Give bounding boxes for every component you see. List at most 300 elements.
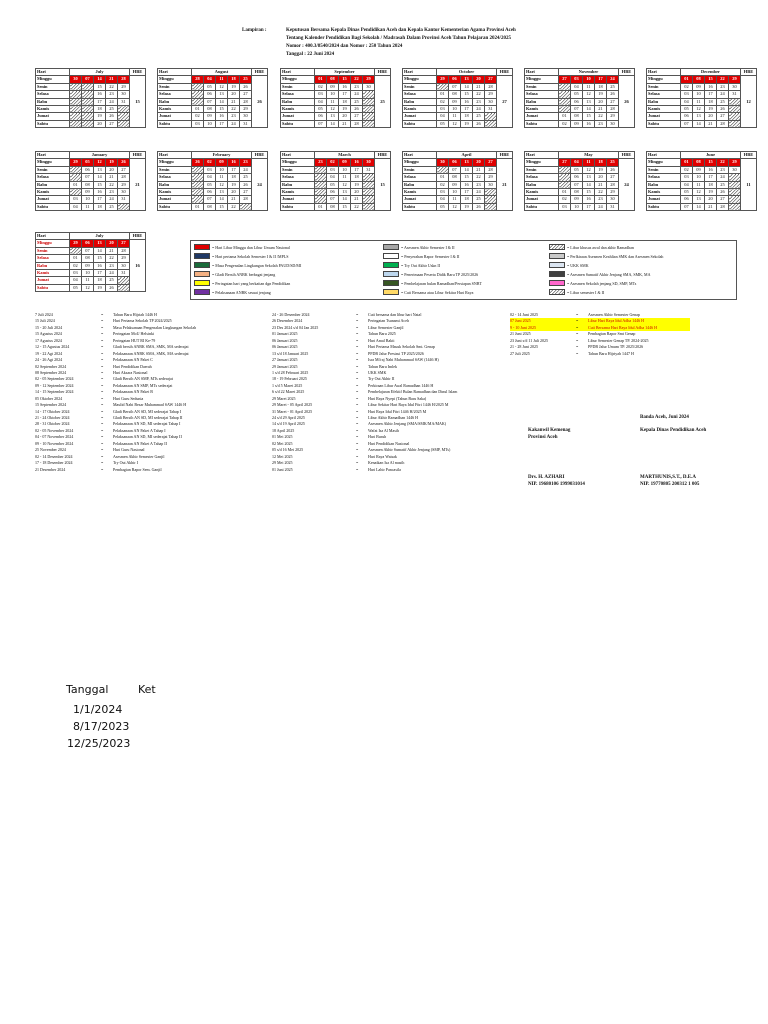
day-label: Hari — [36, 233, 70, 240]
note-text: Pelaksanaan AN Paket C — [113, 357, 153, 363]
day-label: Hari — [281, 69, 315, 76]
day-label: Sabtu — [525, 120, 559, 127]
calendar-day — [70, 247, 82, 254]
legend-swatch — [194, 271, 210, 277]
calendar-day: 19 — [228, 83, 240, 90]
calendar-day: 06 — [327, 189, 339, 196]
calendar-day: 15 — [705, 76, 717, 83]
legend-label: = Hari Libur Minggu dan Libur Umum Nasional — [212, 244, 290, 250]
calendar-day: 26 — [118, 159, 130, 166]
calendar-day: 21 — [705, 203, 717, 210]
calendar-day: 14 — [693, 120, 705, 127]
note-separator: = — [356, 427, 359, 433]
calendar-day: 12 — [339, 181, 351, 188]
calendar-day: 15 — [583, 189, 595, 196]
calendar-day: 13 — [583, 174, 595, 181]
calendar-day: 18 — [461, 113, 473, 120]
day-label: Kamis — [525, 106, 559, 113]
calendar-day: 12 — [327, 106, 339, 113]
calendar-day: 04 — [681, 181, 693, 188]
calendar-day: 12 — [449, 120, 461, 127]
month-name: May — [559, 152, 619, 159]
note-text: Isra Mi'raj Nabi Muhammad SAW (1446 H) — [368, 357, 439, 363]
calendar-day: 27 — [717, 196, 729, 203]
note-date: 31 Maret - 01 April 2025 — [272, 408, 313, 414]
day-label: Senin — [36, 166, 70, 173]
calendar-day: 20 — [228, 189, 240, 196]
left-signer-name: Drs. H. AZHARI — [528, 475, 565, 480]
calendar-day: 06 — [681, 113, 693, 120]
legend-item — [194, 244, 290, 250]
calendar-day: 30 — [485, 98, 497, 105]
note-text: Gladi Bersih AN SMP, MTs sederajat — [113, 376, 173, 382]
calendar-day: 18 — [351, 174, 363, 181]
note-separator: = — [356, 350, 359, 356]
month-calendar — [157, 151, 268, 211]
note-text: UKK SMK — [368, 369, 387, 375]
note-text: Kenaikan Isa Al masih — [368, 460, 405, 466]
calendar-day: 07 — [449, 166, 461, 173]
calendar-day — [70, 106, 82, 113]
note-date: 02 - 14 Desember 2024 — [35, 453, 73, 459]
calendar-day: 23 — [717, 83, 729, 90]
hbe-header: HBE — [130, 233, 146, 240]
day-label: Sabtu — [36, 120, 70, 127]
day-label: Sabtu — [36, 203, 70, 210]
hbe-header: HBE — [130, 69, 146, 76]
right-signer-nip: NIP. 19770805 200312 1 005 — [640, 482, 700, 487]
calendar-day: 02 — [437, 98, 449, 105]
calendar-day — [82, 106, 94, 113]
calendar-day: 29 — [118, 255, 130, 262]
month-name: March — [315, 152, 375, 159]
note-separator: = — [101, 363, 104, 369]
note-separator: = — [356, 460, 359, 466]
calendar-day — [118, 284, 130, 291]
calendar-day: 22 — [106, 83, 118, 90]
day-label: Jumat — [36, 277, 70, 284]
calendar-day: 20 — [228, 91, 240, 98]
month-name: July — [70, 233, 130, 240]
calendar-day: 06 — [449, 76, 461, 83]
calendar-day: 10 — [693, 91, 705, 98]
hbe-header: HBE — [497, 152, 513, 159]
calendar-day: 16 — [705, 83, 717, 90]
calendar-day: 09 — [82, 262, 94, 269]
day-label: Senin — [36, 83, 70, 90]
calendar-day: 17 — [461, 106, 473, 113]
month-calendar — [280, 68, 391, 128]
calendar-day: 20 — [94, 120, 106, 127]
note-date: 14 - 17 Oktober 2024 — [35, 408, 70, 414]
note-date: 13 s/d 18 Januari 2025 — [272, 350, 309, 356]
calendar-day: 25 — [106, 277, 118, 284]
calendar-day: 06 — [82, 166, 94, 173]
calendar-day: 16 — [339, 83, 351, 90]
day-label: Selasa — [281, 91, 315, 98]
day-label: Kamis — [647, 189, 681, 196]
day-label: Sabtu — [647, 203, 681, 210]
day-label: Hari — [158, 152, 192, 159]
calendar-day — [118, 203, 130, 210]
note-text: Try Out Akhir II — [368, 376, 395, 382]
calendar-day — [729, 196, 741, 203]
calendar-day: 14 — [94, 247, 106, 254]
day-label: Rabu — [525, 181, 559, 188]
note-separator: = — [356, 382, 359, 388]
calendar-day: 06 — [204, 91, 216, 98]
calendar-day: 04 — [315, 98, 327, 105]
calendar-day: 02 — [559, 196, 571, 203]
calendar-day: 21 — [351, 196, 363, 203]
calendar-day: 26 — [717, 106, 729, 113]
day-label: Selasa — [281, 174, 315, 181]
calendar-day: 01 — [192, 203, 204, 210]
calendar-day: 12 — [693, 189, 705, 196]
month-name: November — [559, 69, 619, 76]
calendar-day: 05 — [204, 83, 216, 90]
note-date: 01 Januari 2025 — [272, 331, 298, 337]
calendar-day — [437, 166, 449, 173]
calendar-day: 05 — [327, 181, 339, 188]
calendar-day: 14 — [94, 76, 106, 83]
calendar-day: 28 — [717, 120, 729, 127]
calendar-day: 03 — [70, 270, 82, 277]
day-label: Senin — [158, 166, 192, 173]
calendar-day: 17 — [94, 270, 106, 277]
hbe-count: 24 — [619, 159, 635, 211]
calendar-day: 03 — [559, 203, 571, 210]
day-label: Selasa — [525, 91, 559, 98]
calendar-day: 19 — [595, 91, 607, 98]
legend-item — [383, 289, 473, 295]
calendar-day: 14 — [94, 174, 106, 181]
calendar-day: 23 — [240, 159, 252, 166]
day-label: Jumat — [36, 196, 70, 203]
calendar-day — [559, 174, 571, 181]
legend-swatch — [383, 271, 399, 277]
month-calendar — [157, 68, 268, 128]
hbe-header: HBE — [252, 69, 268, 76]
day-label: Kamis — [281, 106, 315, 113]
calendar-day: 04 — [437, 196, 449, 203]
note-text: Hari Raya Waisak — [368, 453, 397, 459]
note-separator: = — [356, 369, 359, 375]
calendar-day — [729, 203, 741, 210]
calendar-day: 28 — [240, 98, 252, 105]
calendar-day: 24 — [717, 174, 729, 181]
calendar-day: 19 — [461, 120, 473, 127]
calendar-day: 29 — [729, 76, 741, 83]
hbe-count: 26 — [252, 76, 268, 128]
month-name: August — [192, 69, 252, 76]
calendar-day: 29 — [485, 91, 497, 98]
calendar-day: 07 — [681, 203, 693, 210]
note-separator: = — [356, 402, 359, 408]
calendar-day: 10 — [571, 203, 583, 210]
calendar-day: 19 — [351, 181, 363, 188]
calendar-day: 25 — [607, 83, 619, 90]
calendar-day: 02 — [559, 120, 571, 127]
calendar-day — [363, 106, 375, 113]
calendar-day: 22 — [717, 159, 729, 166]
calendar-day: 23 — [351, 83, 363, 90]
calendar-day: 04 — [571, 83, 583, 90]
calendar-day: 02 — [204, 159, 216, 166]
calendar-day: 16 — [705, 166, 717, 173]
legend-label: = Asesmen Akhir Semester I & II — [401, 244, 455, 250]
calendar-day: 01 — [70, 181, 82, 188]
calendar-day: 16 — [94, 262, 106, 269]
calendar-day: 27 — [717, 113, 729, 120]
calendar-day: 01 — [315, 203, 327, 210]
calendar-day: 02 — [437, 181, 449, 188]
note-separator: = — [101, 408, 104, 414]
day-label: Sabtu — [647, 120, 681, 127]
note-separator: = — [356, 357, 359, 363]
note-text: Pembagian Rapor Smt Genap — [588, 331, 636, 337]
calendar-day: 22 — [473, 91, 485, 98]
day-label: Jumat — [281, 113, 315, 120]
note-date: 04 - 07 November 2024 — [35, 434, 74, 440]
calendar-day — [192, 98, 204, 105]
notes-column-3 — [510, 312, 690, 357]
note-row — [510, 351, 690, 357]
calendar-day: 16 — [461, 98, 473, 105]
calendar-day: 24 — [106, 270, 118, 277]
calendar-day — [315, 189, 327, 196]
calendar-day: 13 — [327, 113, 339, 120]
note-date: 07 Juni 2025 — [510, 318, 531, 324]
calendar-day: 26 — [717, 189, 729, 196]
calendar-day — [70, 83, 82, 90]
legend-item — [194, 280, 290, 286]
calendar-day: 10 — [449, 106, 461, 113]
legend-swatch — [549, 271, 565, 277]
day-label: Rabu — [281, 98, 315, 105]
right-signer-name: MARTHUNIS,S.T., D.E.A — [640, 475, 696, 480]
calendar-day: 29 — [70, 159, 82, 166]
calendar-day: 17 — [216, 120, 228, 127]
note-separator: = — [356, 363, 359, 369]
calendar-day: 16 — [228, 159, 240, 166]
calendar-day: 26 — [192, 159, 204, 166]
calendar-day: 28 — [485, 166, 497, 173]
calendar-day: 14 — [216, 98, 228, 105]
day-label: Hari — [403, 152, 437, 159]
note-separator: = — [356, 447, 359, 453]
calendar-day: 20 — [339, 113, 351, 120]
note-separator: = — [356, 466, 359, 472]
day-label: Kamis — [158, 189, 192, 196]
note-date: 1 s/d 28 Februari 2025 — [272, 369, 309, 375]
calendar-day: 10 — [449, 189, 461, 196]
calendar-day: 26 — [473, 120, 485, 127]
calendar-day — [559, 83, 571, 90]
calendar-day: 12 — [583, 166, 595, 173]
note-date: 05 Oktober 2024 — [35, 395, 63, 401]
calendar-day — [437, 83, 449, 90]
calendar-day: 27 — [240, 189, 252, 196]
calendar-day: 28 — [118, 247, 130, 254]
calendar-day: 18 — [94, 277, 106, 284]
calendar-day: 23 — [595, 196, 607, 203]
calendar-day — [363, 120, 375, 127]
calendar-day — [729, 174, 741, 181]
note-date: 24 s/d 29 April 2025 — [272, 415, 305, 420]
legend-item — [549, 289, 604, 295]
calendar-day: 14 — [693, 203, 705, 210]
legend-item — [549, 253, 663, 259]
calendar-day: 29 — [437, 76, 449, 83]
calendar-day: 07 — [327, 196, 339, 203]
calendar-day: 17 — [583, 203, 595, 210]
calendar-day: 24 — [106, 98, 118, 105]
legend-swatch — [383, 262, 399, 268]
note-separator: = — [101, 395, 104, 401]
calendar-day: 09 — [449, 181, 461, 188]
day-label: Rabu — [281, 181, 315, 188]
calendar-day: 16 — [94, 189, 106, 196]
calendar-day: 04 — [571, 159, 583, 166]
calendar-day: 26 — [106, 284, 118, 291]
calendar-day: 06 — [82, 240, 94, 247]
calendar-day: 05 — [437, 203, 449, 210]
calendar-day: 29 — [240, 106, 252, 113]
calendar-day — [363, 98, 375, 105]
note-date: 9 - 10 Juni 2025 — [510, 324, 536, 330]
calendar-day — [118, 106, 130, 113]
day-label: Jumat — [647, 113, 681, 120]
calendar-day: 30 — [363, 83, 375, 90]
calendar-day: 11 — [327, 98, 339, 105]
sheet-date-1: 1/1/2024 — [73, 703, 123, 716]
calendar-day: 27 — [118, 166, 130, 173]
day-label: Selasa — [36, 174, 70, 181]
calendar-day: 30 — [118, 189, 130, 196]
note-date: 12 Mei 2025 — [272, 453, 293, 459]
calendar-day: 21 — [106, 76, 118, 83]
calendar-day: 24 — [351, 91, 363, 98]
calendar-day: 18 — [94, 106, 106, 113]
calendar-day: 02 — [192, 113, 204, 120]
month-calendar — [524, 68, 635, 128]
calendar-day — [363, 113, 375, 120]
calendar-day: 30 — [607, 196, 619, 203]
note-separator: = — [576, 350, 579, 356]
calendar-day — [559, 181, 571, 188]
day-label: Hari — [525, 69, 559, 76]
calendar-day: 12 — [449, 203, 461, 210]
calendar-day: 13 — [461, 159, 473, 166]
calendar-day: 19 — [705, 189, 717, 196]
month-name: June — [681, 152, 741, 159]
calendar-day: 11 — [693, 98, 705, 105]
calendar-day: 09 — [571, 120, 583, 127]
calendar-day: 15 — [339, 76, 351, 83]
calendar-day: 03 — [204, 166, 216, 173]
calendar-day: 11 — [583, 159, 595, 166]
legend-label: = Libur khusus awal dan akhir Ramadhan — [567, 244, 634, 250]
month-calendar — [524, 151, 635, 211]
day-label: Sabtu — [525, 203, 559, 210]
legend-item — [383, 262, 440, 268]
calendar-day: 18 — [228, 174, 240, 181]
calendar-day: 27 — [559, 159, 571, 166]
calendar-day: 18 — [595, 83, 607, 90]
calendar-day: 22 — [595, 113, 607, 120]
calendar-day: 22 — [473, 174, 485, 181]
day-label: Senin — [281, 166, 315, 173]
note-separator: = — [356, 440, 359, 446]
calendar-day: 25 — [106, 106, 118, 113]
calendar-day: 01 — [559, 189, 571, 196]
place-date: Banda Aceh, Juni 2024 — [640, 415, 689, 420]
month-calendar — [35, 232, 146, 292]
note-separator: = — [356, 415, 359, 420]
legend-label: = Asesmen Sumatif Akhir Jenjang SMA, SMK, MA — [567, 271, 651, 277]
day-label: Jumat — [525, 196, 559, 203]
note-separator: = — [356, 389, 359, 395]
calendar-day: 27 — [118, 240, 130, 247]
calendar-day: 08 — [449, 174, 461, 181]
note-text: Pelaksanaan AN SD, MI sederajat Tahap II — [113, 434, 182, 440]
calendar-day: 31 — [485, 106, 497, 113]
calendar-day: 04 — [681, 98, 693, 105]
calendar-day: 29 — [485, 174, 497, 181]
calendar-day: 08 — [204, 203, 216, 210]
calendar-day: 15 — [216, 203, 228, 210]
day-label: Senin — [158, 83, 192, 90]
note-date: 19 - 22 Agt 2024 — [35, 350, 63, 356]
note-separator: = — [101, 389, 104, 395]
calendar-day: 31 — [363, 166, 375, 173]
calendar-day: 24 — [607, 76, 619, 83]
legend-item — [383, 244, 455, 250]
calendar-day: 11 — [216, 76, 228, 83]
calendar-day — [729, 181, 741, 188]
legend-label: = Masa Pengenalan Lingkungan Sekolah PAUD/SD/MI — [212, 262, 302, 268]
note-text: Libur Semester Ganjil — [368, 324, 404, 330]
legend-item — [549, 271, 650, 277]
calendar-day: 11 — [82, 203, 94, 210]
calendar-day: 09 — [216, 159, 228, 166]
note-separator: = — [356, 376, 359, 382]
calendar-day: 14 — [327, 120, 339, 127]
day-label: Minggu — [525, 76, 559, 83]
legend-label: = Gladi Bersih ANBK berbagai jenjang — [212, 271, 276, 277]
calendar-day: 09 — [449, 98, 461, 105]
day-label: Minggu — [647, 76, 681, 83]
hbe-header: HBE — [741, 152, 757, 159]
note-text: Hari Amal Bakti — [368, 337, 395, 343]
day-label: Hari — [36, 152, 70, 159]
day-label: Selasa — [647, 91, 681, 98]
calendar-day: 05 — [315, 106, 327, 113]
calendar-day: 16 — [216, 113, 228, 120]
day-label: Hari — [525, 152, 559, 159]
calendar-day: 17 — [705, 91, 717, 98]
calendar-day: 09 — [82, 189, 94, 196]
calendar-day: 11 — [583, 83, 595, 90]
legend-item — [194, 289, 271, 295]
calendar-day: 09 — [327, 83, 339, 90]
note-date: 02 September 2024 — [35, 363, 67, 369]
calendar-day: 26 — [106, 113, 118, 120]
calendar-day: 01 — [70, 255, 82, 262]
calendar-day: 26 — [607, 91, 619, 98]
day-label: Selasa — [403, 91, 437, 98]
